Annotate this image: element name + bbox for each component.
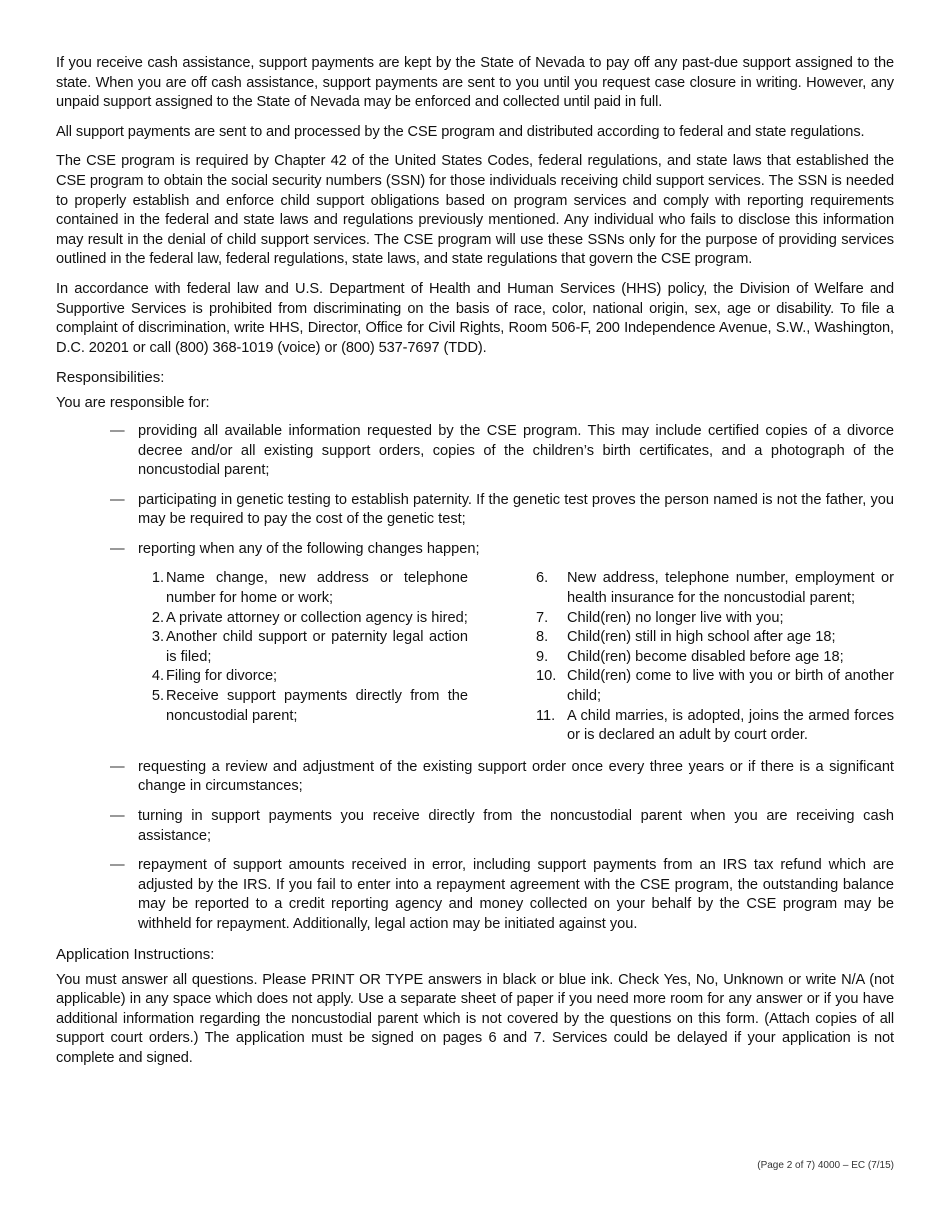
paragraph-cash-assistance: If you receive cash assistance, support payments are kept by the State of Nevada to pay off any past-due support assigned to the state. When you are off cash assistance, support payments are sent to you until you request case closure in writing. However, any unpaid support assigned to the State of Nevada may be enforced and collected until paid in full. [56, 55, 894, 111]
dash-marker: — [110, 540, 125, 557]
bullet-turn-in-payments [56, 807, 894, 846]
bullet-text: turning in support payments you receive directly from the noncustodial parent when you are receiving cash assistance; [138, 808, 894, 844]
list-item: 11. A child marries, is adopted, joins the armed forces or is declared an adult by court order. [536, 707, 894, 744]
dash-marker: — [110, 422, 125, 439]
list-item: 2. A private attorney or collection agency is hired; [151, 609, 468, 626]
paragraph-nondiscrimination: In accordance with federal law and U.S. Department of Health and Human Services (HHS) policy, the Division of Welfare and Supportive Services is prohibited from discriminating on the basis of race, color, national origin, sex, age or disability. To file a complaint of discrimination, write HHS, Director, Office for Civil Rights, Room 506-F, 200 Independence Avenue, S.W., Washington, D.C. 20201 or call (800) 368-1019 (voice) or (800) 537-7697 (TDD). [56, 280, 894, 356]
bullet-provide-info [56, 422, 894, 481]
list-item: 8. Child(ren) still in high school after age 18; [536, 629, 836, 646]
responsibilities-intro: You are responsible for: [56, 395, 210, 412]
list-item: 1. Name change, new address or telephone number for home or work; [151, 570, 468, 607]
list-item: 9. Child(ren) become disabled before age 18; [536, 648, 844, 665]
responsibilities-heading: Responsibilities: [56, 369, 165, 387]
bullet-review-adjustment [56, 758, 894, 797]
page-footer: (Page 2 of 7) 4000 – EC (7/15) [757, 1160, 894, 1171]
bullet-genetic-testing [56, 491, 894, 530]
list-item: 3. Another child support or paternity legal action is filed; [151, 629, 468, 665]
list-item: 7. Child(ren) no longer live with you; [536, 609, 784, 626]
bullet-text: participating in genetic testing to establish paternity. If the genetic test proves the person named is not the father, you may be required to pay the cost of the genetic test; [138, 491, 894, 528]
dash-marker: — [110, 808, 125, 824]
list-item: 5. Receive support payments directly from the noncustodial parent; [151, 688, 468, 724]
changes-column-left [138, 569, 468, 745]
dash-marker: — [110, 491, 125, 508]
instructions-text: You must answer all questions. Please PRINT OR TYPE answers in black or blue ink. Check Yes, No, Unknown or write N/A (not applicable) in any space which does not apply. Use a separate sheet of paper if you need more room for any answer or if you have additional information regarding the noncustodial parent which is not covered by the questions on this form. (Attach copies of all support court orders.) The application must be signed on pages 6 and 7. Services could be delayed if your application is not complete and signed. [56, 971, 894, 1066]
list-item: 10. Child(ren) come to live with you or birth of another child; [536, 668, 894, 705]
bullet-text: repayment of support amounts received in error, including support payments from an IRS tax refund which are adjusted by the IRS. If you fail to enter into a repayment agreement with the CSE program, the outstanding balance may be reported to a credit reporting agency and money collected on your behalf by the CSE program may be withheld for repayment. Additionally, legal action may be initiated against you. [138, 857, 894, 932]
dash-marker: — [110, 758, 125, 775]
changes-column-right [536, 569, 894, 745]
instructions-heading: Application Instructions: [56, 945, 215, 963]
bullet-text: reporting when any of the following changes happen; [138, 540, 480, 557]
bullet-text: providing all available information requested by the CSE program. This may include certified copies of a divorce decree and/or all existing support orders, copies of the children’s birth certificates, and a photograph of the noncustodial parent; [138, 422, 894, 479]
changes-list [56, 569, 894, 745]
bullet-repayment [56, 856, 894, 934]
list-item: 6. New address, telephone number, employment or health insurance for the noncustodial parent; [536, 570, 894, 607]
bullet-text: requesting a review and adjustment of the existing support order once every three years or if there is a significant change in circumstances; [138, 758, 894, 795]
list-item: 4. Filing for divorce; [151, 668, 278, 685]
paragraph-support-payments: All support payments are sent to and processed by the CSE program and distributed according to federal and state regulations. [56, 123, 865, 140]
paragraph-ssn-requirement: The CSE program is required by Chapter 42 of the United States Codes, federal regulations, and state laws that established the CSE program to obtain the social security numbers (SSN) for those individuals receiving child support services. The SSN is needed to properly establish and enforce child support obligations based on program services and comply with reporting requirements contained in the federal and state laws and regulations previously mentioned. Any individual who fails to disclose this information may result in the denial of child support services. The CSE program will use these SSNs only for the purpose of providing services outlined in the federal law, federal regulations, state laws, and state regulations that govern the CSE program. [56, 153, 894, 268]
bullet-reporting-changes [56, 540, 894, 560]
dash-marker: — [110, 857, 125, 874]
document-page [56, 54, 894, 1079]
